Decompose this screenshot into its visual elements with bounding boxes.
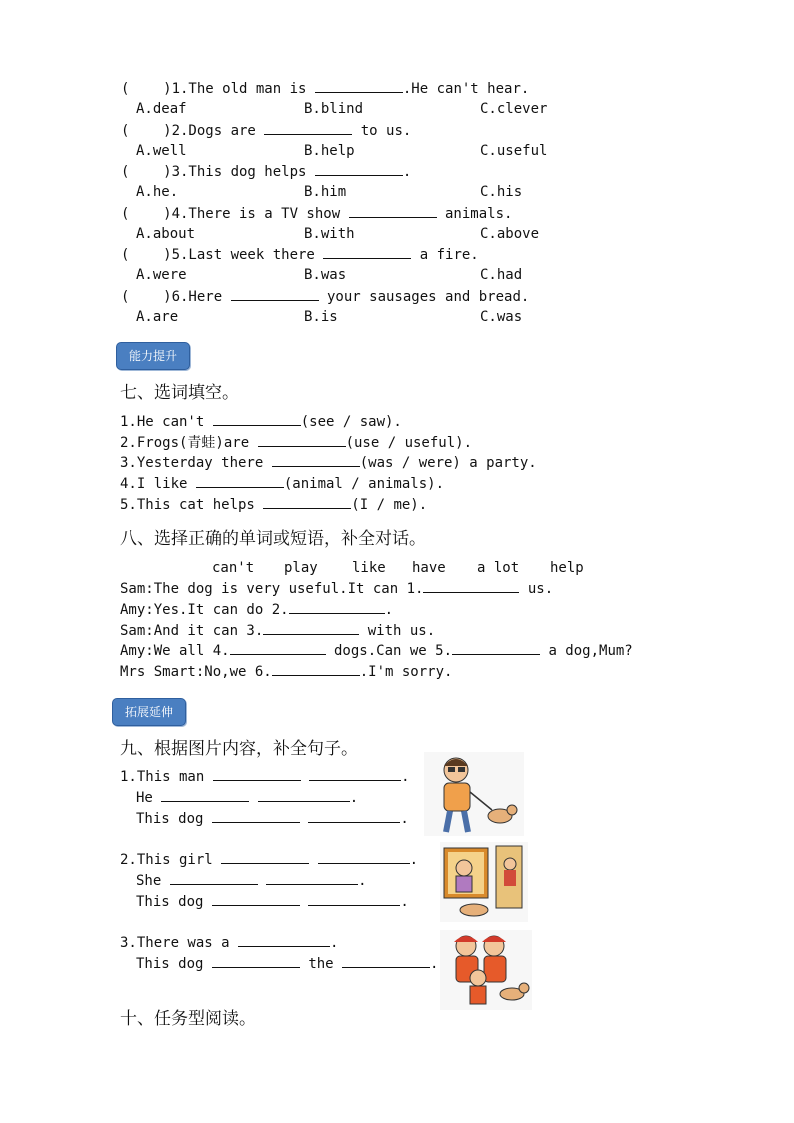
mc-question: [121, 244, 479, 264]
mc-question: [121, 203, 512, 223]
ability-tag: 能力提升: [116, 342, 190, 370]
question-stem-end: .He can't hear.: [402, 81, 530, 97]
q9-2-line-2: She .: [136, 870, 367, 890]
fill-item: [120, 452, 537, 472]
question-stem-end: a fire.: [411, 247, 479, 263]
word-bank-item: help: [550, 560, 584, 576]
answer-blank[interactable]: [272, 661, 360, 676]
question-stem: ( )5.Last week there: [121, 247, 324, 263]
word-bank-item: can't: [212, 560, 255, 576]
option-c[interactable]: C.clever: [480, 101, 548, 117]
option-b[interactable]: B.him: [304, 184, 347, 200]
word-bank-item: play: [284, 560, 318, 576]
answer-blank[interactable]: [266, 870, 358, 885]
answer-blank[interactable]: [196, 473, 284, 488]
item-options: (I / me).: [351, 496, 428, 513]
dialogue-text-end: us.: [519, 581, 554, 597]
option-b[interactable]: B.is: [304, 309, 338, 325]
option-b[interactable]: B.was: [304, 267, 347, 283]
mc-question: [121, 161, 411, 181]
question-stem-end: .: [402, 164, 412, 180]
item-options: (was / were) a party.: [359, 455, 537, 472]
answer-blank[interactable]: [258, 787, 350, 802]
option-b[interactable]: B.with: [304, 226, 355, 242]
option-a[interactable]: A.about: [136, 226, 196, 242]
dialogue-text: Mrs Smart:No,we 6.: [120, 664, 272, 681]
dialogue-text: dogs.Can we 5.: [325, 643, 453, 660]
option-c[interactable]: C.had: [480, 267, 523, 283]
item-text: 2.Frogs(青蛙)are: [120, 434, 258, 451]
answer-blank[interactable]: [452, 640, 540, 655]
mc-question: [121, 78, 529, 98]
answer-blank[interactable]: [308, 808, 400, 823]
dialogue-text-end: a dog,Mum?: [540, 643, 633, 660]
answer-blank[interactable]: [315, 161, 403, 176]
answer-blank[interactable]: [212, 891, 300, 906]
question-stem: ( )1.The old man is: [121, 81, 315, 97]
firefighters-and-dog-image: [440, 930, 532, 1010]
q9-3-line-2: This dog the .: [136, 953, 438, 973]
question-stem-end: to us.: [352, 123, 412, 139]
section-8-title: 八、选择正确的单词或短语，补全对话。: [120, 529, 426, 549]
q9-1-line-1: 1.This man .: [120, 766, 410, 786]
option-b[interactable]: B.blind: [304, 101, 364, 117]
item-options: (use / useful).: [345, 434, 473, 451]
option-c[interactable]: C.above: [480, 226, 540, 242]
answer-blank[interactable]: [323, 244, 411, 259]
mc-question: [121, 120, 411, 140]
answer-blank[interactable]: [170, 870, 258, 885]
answer-blank[interactable]: [349, 203, 437, 218]
extend-tag: 拓展延伸: [112, 698, 186, 726]
fill-item: [120, 494, 427, 514]
q9-1-line-2: He .: [136, 787, 358, 807]
answer-blank[interactable]: [264, 120, 352, 135]
answer-blank[interactable]: [342, 953, 430, 968]
dialogue-line: [120, 620, 435, 640]
answer-blank[interactable]: [263, 620, 359, 635]
answer-blank[interactable]: [308, 891, 400, 906]
answer-blank[interactable]: [221, 849, 309, 864]
item-text: 4.I like: [120, 476, 196, 493]
answer-blank[interactable]: [213, 411, 301, 426]
dialogue-text-end: .I'm sorry.: [359, 664, 453, 681]
answer-blank[interactable]: [289, 599, 385, 614]
section-10-title: 十、任务型阅读。: [120, 1009, 256, 1029]
word-bank-item: like: [352, 560, 386, 576]
dialogue-line: [120, 599, 393, 619]
section-9-title: 九、根据图片内容，补全句子。: [120, 739, 358, 759]
item-text: 5.This cat helps: [120, 496, 264, 513]
q9-1-line-3: This dog .: [136, 808, 409, 828]
answer-blank[interactable]: [231, 286, 319, 301]
option-a[interactable]: A.deaf: [136, 101, 187, 117]
girl-and-dog-at-door-image: [440, 842, 528, 922]
dialogue-text-end: with us.: [359, 622, 436, 639]
question-stem: ( )3.This dog helps: [121, 164, 315, 180]
word-bank-item: a lot: [477, 560, 520, 576]
option-c[interactable]: C.his: [480, 184, 523, 200]
item-text: 3.Yesterday there: [120, 455, 272, 472]
dialogue-text: Amy:We all 4.: [120, 643, 230, 660]
answer-blank[interactable]: [258, 432, 346, 447]
dialogue-text: Amy:Yes.It can do 2.: [120, 601, 289, 618]
question-stem-end: animals.: [436, 206, 513, 222]
fill-item: [120, 432, 472, 452]
word-bank-item: have: [412, 560, 446, 576]
fill-item: [120, 411, 402, 431]
option-b[interactable]: B.help: [304, 143, 355, 159]
question-stem: ( )4.There is a TV show: [121, 206, 349, 222]
option-c[interactable]: C.useful: [480, 143, 548, 159]
answer-blank[interactable]: [213, 766, 301, 781]
dialogue-text: Sam:And it can 3.: [120, 622, 264, 639]
answer-blank[interactable]: [423, 578, 519, 593]
answer-blank[interactable]: [263, 494, 351, 509]
mc-question: [121, 286, 529, 306]
answer-blank[interactable]: [318, 849, 410, 864]
question-stem-end: your sausages and bread.: [318, 289, 530, 305]
item-options: (see / saw).: [300, 414, 402, 430]
answer-blank[interactable]: [212, 953, 300, 968]
dialogue-text: Sam:The dog is very useful.It can 1.: [120, 581, 424, 597]
answer-blank[interactable]: [212, 808, 300, 823]
option-a[interactable]: A.he.: [136, 184, 179, 200]
q9-2-line-3: This dog .: [136, 891, 409, 911]
answer-blank[interactable]: [272, 452, 360, 467]
dialogue-text-end: .: [384, 601, 394, 618]
section-7-title: 七、选词填空。: [120, 383, 239, 403]
answer-blank[interactable]: [309, 766, 401, 781]
word-bank: [212, 558, 612, 578]
item-text: 1.He can't: [120, 414, 213, 430]
answer-blank[interactable]: [161, 787, 249, 802]
item-options: (animal / animals).: [283, 476, 445, 493]
q9-2-line-1: 2.This girl .: [120, 849, 418, 869]
fill-item: [120, 473, 444, 493]
option-c[interactable]: C.was: [480, 309, 523, 325]
question-stem: ( )2.Dogs are: [121, 123, 265, 139]
answer-blank[interactable]: [230, 640, 326, 655]
answer-blank[interactable]: [315, 78, 403, 93]
option-a[interactable]: A.well: [136, 143, 187, 159]
option-a[interactable]: A.were: [136, 267, 187, 283]
dialogue-line: [120, 578, 553, 598]
option-a[interactable]: A.are: [136, 309, 179, 325]
question-stem: ( )6.Here: [121, 289, 231, 305]
answer-blank[interactable]: [238, 932, 330, 947]
blind-man-with-guide-dog-image: [424, 752, 524, 836]
q9-3-line-1: 3.There was a .: [120, 932, 338, 952]
dialogue-line: [120, 661, 452, 681]
dialogue-line: [120, 640, 633, 660]
